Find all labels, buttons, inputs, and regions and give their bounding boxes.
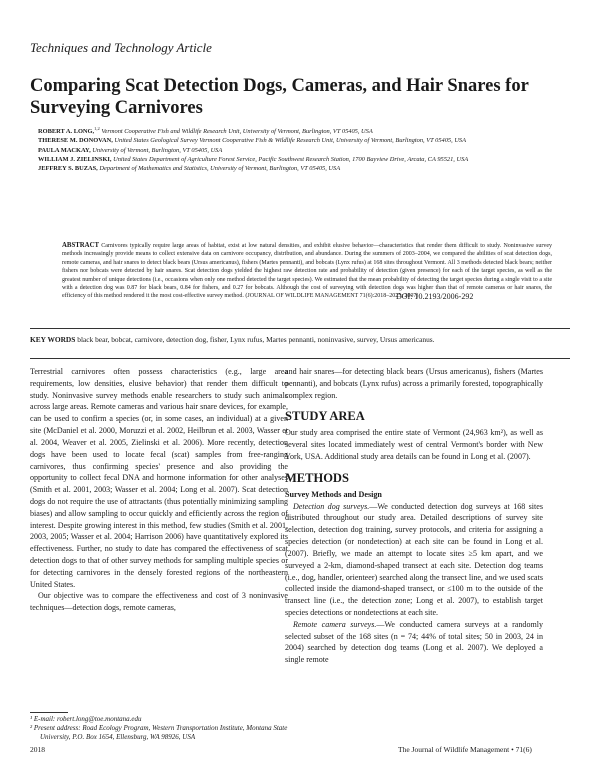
author-name: ROBERT A. LONG, (38, 128, 95, 136)
article-type-label: Techniques and Technology Article (30, 40, 212, 55)
author-entry (38, 164, 558, 173)
abstract-text: Carnivores typically require large areas of habitat, exist at low natural densities, and exhibit elusive behavior—characteristics that render them difficult to study. Noninvasive survey methods increasingly provide means to collect extensive data on carnivore occupancy, distribution, and abundance. During the summers of 2003–2004, we compared the abilities of scat detection dogs, remote cameras, and hair snares to detect black bears (Ursus americanus), fishers (Martes pennanti), and bobcats (Lynx rufus) at 168 sites throughout Vermont. All 3 methods detected black bears; neither fishers nor bobcats were detected by hair snares. Scat detection dogs yielded the highest raw detection rate and probability of detection (given presence) for each of the target species, as well as the greatest number of unique detections (i.e., occasions when only one method detected the target species). We estimated that the mean probability of detecting the target species during a single visit to a site with a detection dog was 0.87 for black bears, 0.84 for fishers, and 0.27 for bobcats. Although the cost of surveying with detection dogs was higher than that of remote cameras or hair snares, the efficiency of this method rendered it the most cost-effective survey method. (JOURNAL OF WILDLIFE MANAGEMENT 71(6):2018–2025; 2007) (62, 243, 553, 300)
author-affiliation: University of Vermont, Burlington, VT 05405, USA (92, 146, 223, 154)
author-name: THERESE M. DONOVAN, (38, 137, 113, 145)
dog-surveys-text: —We conducted detection dog surveys at 168 sites distributed throughout our study area. Detailed descriptions of survey site selection, detection dog training, survey protocols, and criteria for assigning a species detection (or nondetection) at each site can be found in Long et al. (2007). Briefly, we made an attempt to locate sites ≥5 km apart, and we surveyed a 2-km, diamond-shaped transect at each site. Detection dog teams (i.e., dog, handler, orienteer) searched along the transect line, and we used scats collected inside the diamond-shaped transect, or ≤100 m to the outside of the transect line (i.e., the detection zone; Long et al. 2007), to establish target species detections or nondetections at each site. (285, 501, 543, 617)
keywords-label: KEY WORDS (30, 335, 76, 344)
author-list (38, 124, 558, 173)
camera-surveys-text: —We conducted camera surveys at a randomly selected subset of the 168 sites (n = 74; 44% of total sites; 50 in 2003, 24 in 2004) searched by detection dog teams (Long et al. 2007). We deployed a single remote (285, 619, 543, 665)
keywords-top-rule (30, 328, 570, 329)
keywords-bottom-rule (30, 358, 570, 359)
journal-footer: The Journal of Wildlife Management • 71(6) (398, 745, 532, 754)
body-column-right (285, 366, 543, 666)
page-number: 2018 (30, 745, 45, 754)
study-area-paragraph: Our study area comprised the entire state of Vermont (24,963 km²), as well as several sites located immediately west of central Vermont's border with New York, USA. Additional study area details can be found in Long et al. (2007). (285, 428, 543, 462)
keywords (30, 335, 570, 346)
footnote: ¹ E-mail: robert.long@toe.montana.edu (30, 715, 142, 723)
author-affiliation: Department of Mathematics and Statistics, University of Vermont, Burlington, VT 05405, USA (99, 164, 341, 172)
abstract (62, 242, 552, 301)
camera-surveys-label: Remote camera surveys. (293, 619, 377, 629)
author-footnote-mark: 1,2 (94, 126, 100, 131)
footnote-rule (30, 712, 68, 713)
abstract-label: ABSTRACT (62, 242, 100, 249)
author-entry (38, 155, 558, 164)
article-title: Comparing Scat Detection Dogs, Cameras, and Hair Snares for Surveying Carnivores (30, 76, 529, 118)
body-paragraph: Our objective was to compare the effectiveness and cost of 3 noninvasive techniques—detection dogs, remote cameras, (30, 591, 288, 613)
doi-text: DOI: 10.2193/2006-292 (396, 292, 474, 301)
methods-heading: METHODS (285, 470, 349, 485)
author-entry (38, 136, 558, 145)
body-paragraph: Terrestrial carnivores often possess characteristics (e.g., large area requirements, low densities, elusive behavior) that render them difficult to study. Noninvasive survey methods enable researchers to study such animals across large areas. Remote cameras and various hair snare devices, for example, can be used to confirm a species (or, in some cases, an individual) at a given site (McDaniel et al. 2000, Moruzzi et al. 2002, Heilbrun et al. 2003, Wasser et al. 2004, Weaver et al. 2005, Zielinski et al. 2006). More recently, detection dogs have been used to locate fecal (scat) samples from free-ranging carnivores, thus confirming species' presence and also providing the opportunity to collect fecal DNA and hormone information for other analyses (Smith et al. 2001, 2003; Wasser et al. 2004; Long et al. 2007). Scat detection dogs do not require the use of attractants (thus potentially minimizing sampling biases) and allow sampling to occur quickly and efficiently across the region of interest. Despite growing interest in this method, few studies (Smith et al. 2001, 2003, 2005; Wasser et al. 2004; Harrison 2006) have quantitatively explored its effectiveness. Further, no study to date has compared the effectiveness of scat detection dogs to that of other survey methods for sampling multiple species or for detecting carnivores in the densely forested regions of the northeastern United States. (30, 367, 288, 589)
body-paragraph: and hair snares—for detecting black bears (Ursus americanus), fishers (Martes pennanti), and bobcats (Lynx rufus) across a primarily forested, topographically complex region. (285, 367, 543, 400)
survey-methods-subheading: Survey Methods and Design (285, 489, 382, 499)
camera-surveys-paragraph (285, 619, 543, 666)
author-affiliation: Vermont Cooperative Fish and Wildlife Research Unit, University of Vermont, Burlington, VT 05405, USA (101, 128, 373, 136)
author-entry (38, 124, 558, 136)
footnote: ² Present address: Road Ecology Program, Western Transportation Institute, Montana State University, P.O. Box 1654, Ellensburg, WA 98926, USA (30, 724, 288, 742)
body-column-left (30, 366, 288, 614)
author-affiliation: United States Department of Agriculture Forest Service, Pacific Southwest Research Station, 1700 Bayview Drive, Arcata, CA 95521, USA (113, 155, 469, 163)
author-name: WILLIAM J. ZIELINSKI, (38, 155, 112, 163)
footnotes (30, 715, 288, 743)
keywords-text: black bear, bobcat, carnivore, detection dog, fisher, Lynx rufus, Martes pennanti, noninvasive, survey, Ursus americanus. (77, 335, 435, 344)
author-affiliation: United States Geological Survey Vermont Cooperative Fish & Wildlife Research Unit, University of Vermont, Burlington, VT 05405, USA (114, 137, 467, 145)
dog-surveys-paragraph (285, 501, 543, 619)
dog-surveys-label: Detection dog surveys. (293, 501, 370, 511)
author-name: PAULA MACKAY, (38, 146, 91, 154)
author-entry (38, 146, 558, 155)
study-area-heading: STUDY AREA (285, 409, 365, 424)
author-name: JEFFREY S. BUZAS, (38, 164, 98, 172)
